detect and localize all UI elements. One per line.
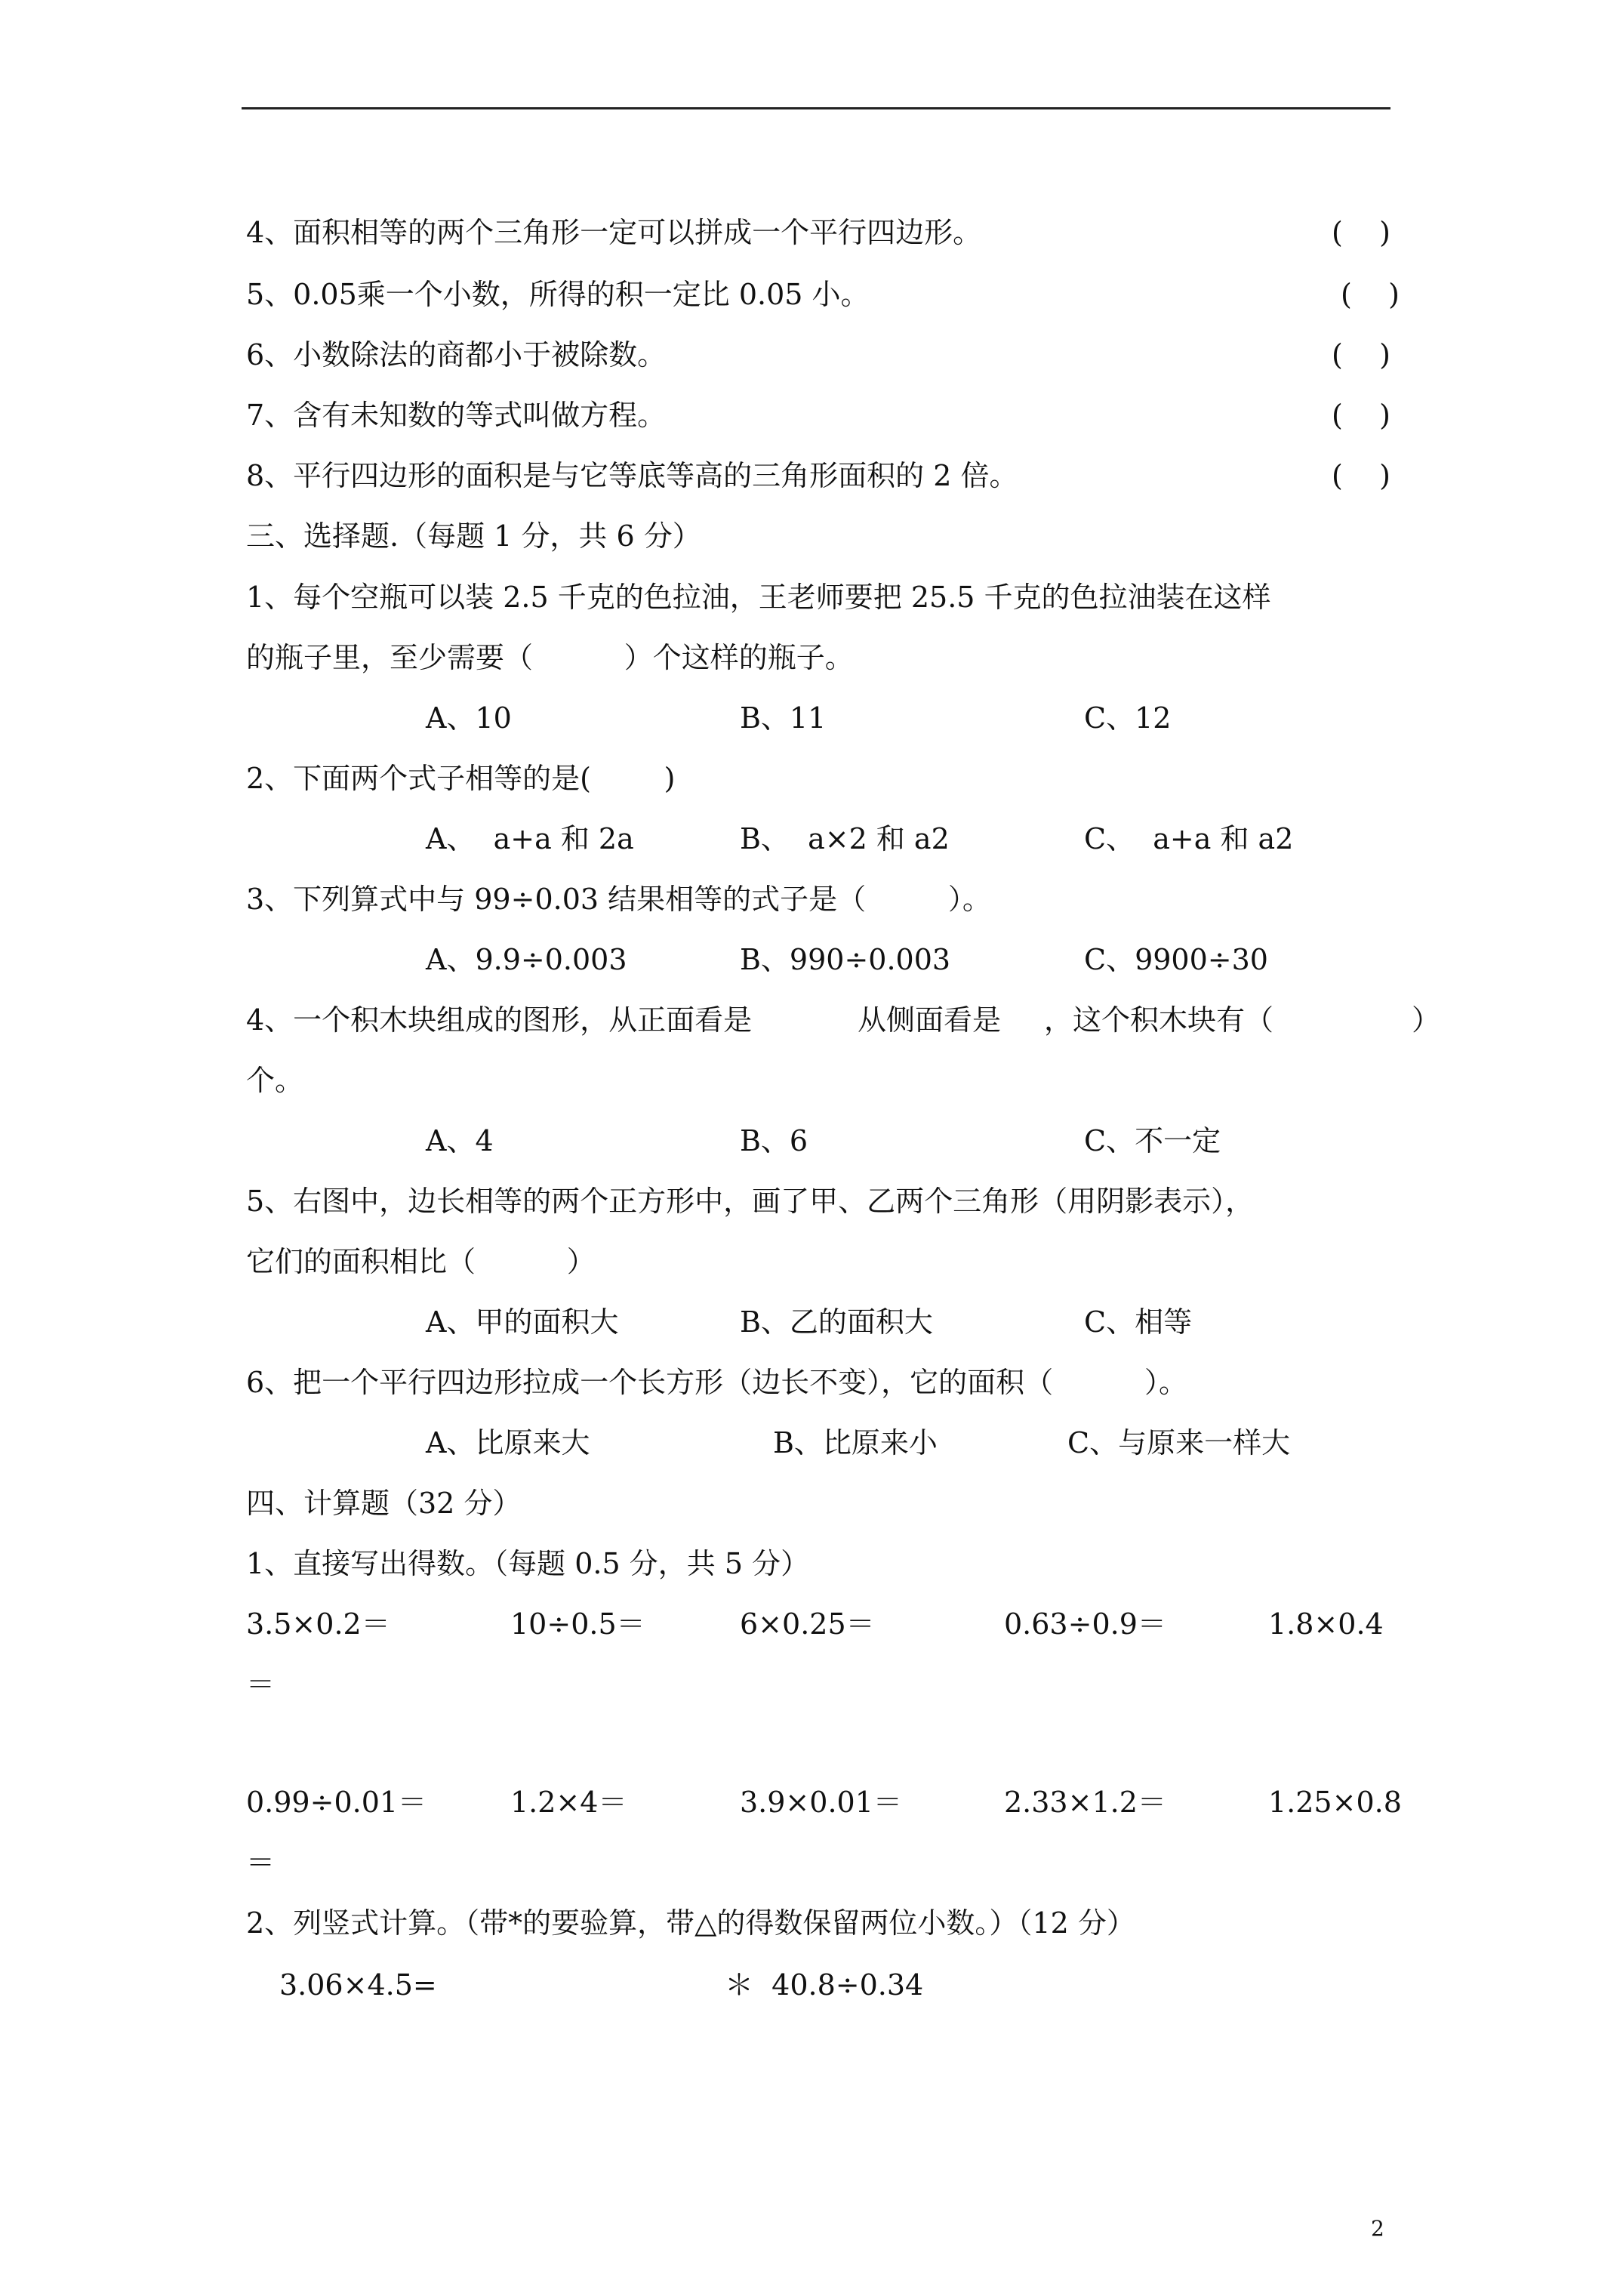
calc-row2-item-4: 2.33×1.2＝: [1004, 1786, 1166, 1819]
q2-option-a[interactable]: A、 a+a 和 2a: [426, 822, 634, 855]
calc-sub1-heading: 1、直接写出得数。（每题 0.5 分，共 5 分）: [246, 1547, 810, 1580]
calc-row1-item-1: 3.5×0.2＝: [246, 1607, 390, 1641]
q4-line2: 个。: [246, 1064, 304, 1097]
q6-option-b[interactable]: B、比原来小: [773, 1426, 938, 1459]
q2-line1: 2、下面两个式子相等的是( ): [246, 762, 676, 795]
q5-option-c[interactable]: C、相等: [1084, 1305, 1193, 1339]
header-rule: [242, 107, 1390, 109]
q2-option-b[interactable]: B、 a×2 和 a2: [740, 822, 950, 855]
calc-row1-item-3: 6×0.25＝: [740, 1607, 875, 1641]
q5-option-a[interactable]: A、甲的面积大: [426, 1305, 619, 1339]
tf-item-5: 5、0.05乘一个小数，所得的积一定比 0.05 小。: [246, 278, 870, 311]
q4-line1-side-view: 从侧面看是: [858, 1003, 1002, 1037]
q5-option-b[interactable]: B、乙的面积大: [740, 1305, 933, 1339]
section-3-heading: 三、选择题.（每题 1 分，共 6 分）: [246, 519, 701, 553]
calc-row1-item-5: 1.8×0.4: [1268, 1607, 1384, 1641]
tf-answer-paren-7[interactable]: ( ): [1332, 399, 1390, 432]
q3-line1: 3、下列算式中与 99÷0.03 结果相等的式子是（ ）。: [246, 883, 991, 916]
q4-line1-close-paren: ）: [1412, 1003, 1441, 1037]
q4-option-b[interactable]: B、6: [740, 1124, 808, 1157]
tf-answer-paren-5[interactable]: ( ): [1341, 278, 1400, 311]
q4-line1-ask: ，这个积木块有（: [1044, 1003, 1274, 1037]
q1-line2: 的瓶子里，至少需要（ ）个这样的瓶子。: [246, 641, 854, 674]
calc-row1-item-4: 0.63÷0.9＝: [1004, 1607, 1166, 1641]
calc-row2-item-3: 3.9×0.01＝: [740, 1786, 902, 1819]
q6-option-a[interactable]: A、比原来大: [426, 1426, 590, 1459]
q3-option-c[interactable]: C、9900÷30: [1084, 943, 1268, 976]
q5-line1: 5、右图中，边长相等的两个正方形中，画了甲、乙两个三角形（用阴影表示），: [246, 1185, 1255, 1218]
q4-option-c[interactable]: C、不一定: [1084, 1124, 1221, 1157]
calc-row2-item-1: 0.99÷0.01＝: [246, 1786, 427, 1819]
q3-option-a[interactable]: A、9.9÷0.003: [426, 943, 627, 976]
tf-answer-paren-6[interactable]: ( ): [1332, 338, 1390, 371]
tf-item-6: 6、小数除法的商都小于被除数。: [246, 338, 667, 371]
q6-line1: 6、把一个平行四边形拉成一个长方形（边长不变），它的面积（ ）。: [246, 1366, 1187, 1399]
q3-option-b[interactable]: B、990÷0.003: [740, 943, 951, 976]
calc-row2-item-2: 1.2×4＝: [510, 1786, 627, 1819]
q1-line1: 1、每个空瓶可以装 2.5 千克的色拉油，王老师要把 25.5 千克的色拉油装在这样: [246, 581, 1271, 614]
q4-line1-front-view: 4、一个积木块组成的图形，从正面看是: [246, 1003, 753, 1037]
q1-option-b[interactable]: B、11: [740, 701, 827, 735]
tf-answer-paren-4[interactable]: ( ): [1332, 216, 1390, 249]
q2-option-c[interactable]: C、 a+a 和 a2: [1084, 822, 1294, 855]
page-number: 2: [1371, 2216, 1384, 2241]
calc-row2-item-5: 1.25×0.8: [1268, 1786, 1402, 1819]
calc-row1-item-2: 10÷0.5＝: [510, 1607, 645, 1641]
section-4-heading: 四、计算题（32 分）: [246, 1487, 522, 1520]
q4-option-a[interactable]: A、4: [426, 1124, 494, 1157]
q6-option-c[interactable]: C、与原来一样大: [1067, 1426, 1291, 1459]
tf-item-8: 8、平行四边形的面积是与它等底等高的三角形面积的 2 倍。: [246, 459, 1018, 492]
tf-item-4: 4、面积相等的两个三角形一定可以拼成一个平行四边形。: [246, 216, 982, 249]
calc-row2-continuation: ＝: [246, 1846, 276, 1879]
q5-line2: 它们的面积相比（ ）: [246, 1245, 596, 1278]
tf-answer-paren-8[interactable]: ( ): [1332, 459, 1390, 492]
calc-sub2-heading: 2、列竖式计算。（带*的要验算，带△的得数保留两位小数。）（12 分）: [246, 1906, 1135, 1940]
calc-row1-continuation: ＝: [246, 1668, 276, 1701]
vertical-calc-item-1: 3.06×4.5=: [279, 1968, 437, 2002]
vertical-calc-item-2: ＊ 40.8÷0.34: [725, 1968, 924, 2002]
tf-item-7: 7、含有未知数的等式叫做方程。: [246, 399, 667, 432]
q1-option-a[interactable]: A、10: [426, 701, 512, 735]
q1-option-c[interactable]: C、12: [1084, 701, 1172, 735]
